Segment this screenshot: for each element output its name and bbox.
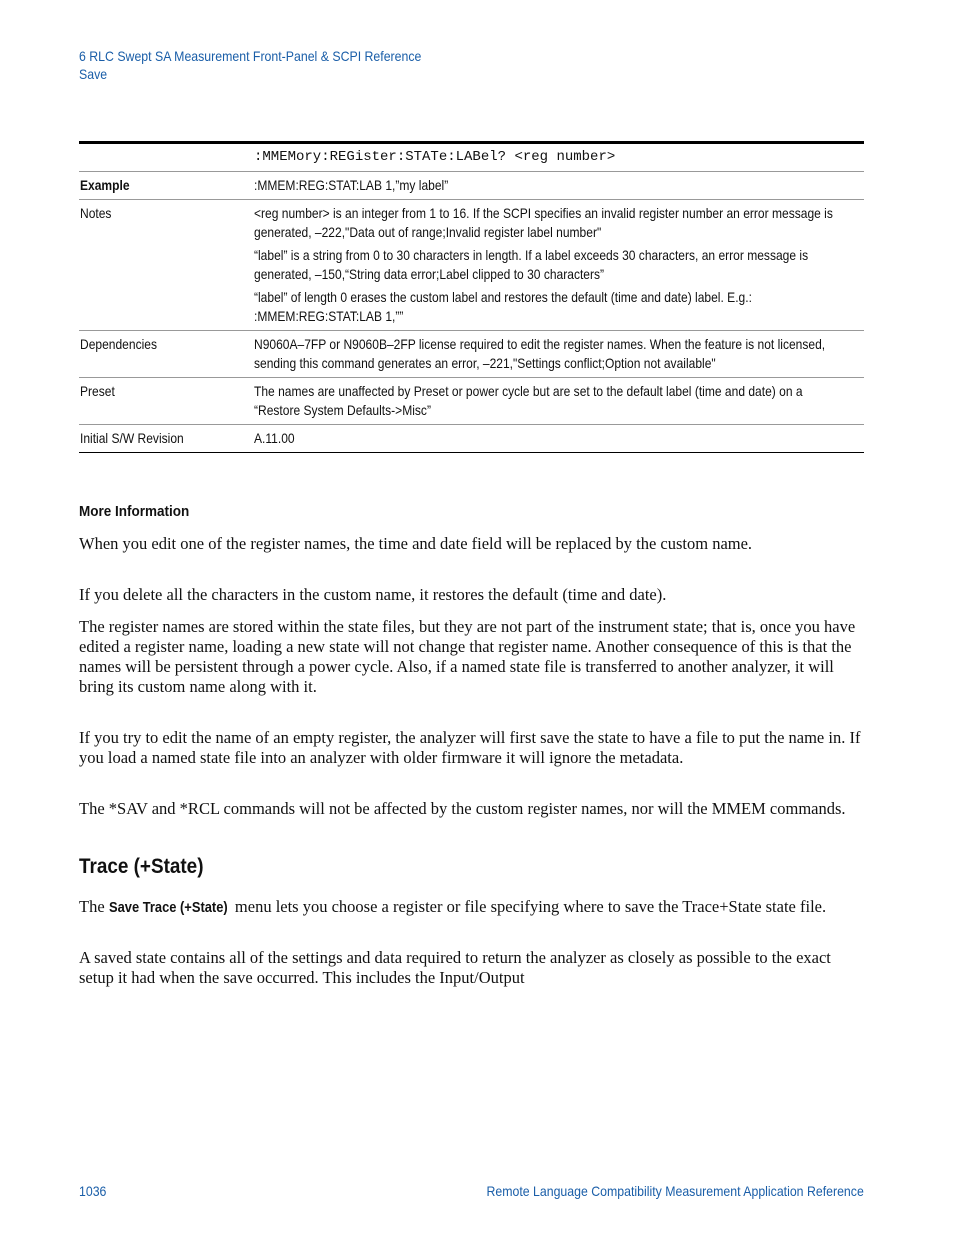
example-label: Example bbox=[80, 177, 130, 193]
running-header bbox=[79, 47, 468, 83]
query-syntax: :MMEMory:REGister:STATe:LABel? <reg number> bbox=[254, 149, 616, 165]
more-info-paragraph: If you delete all the characters in the custom name, it restores the default (time and date). bbox=[79, 585, 667, 604]
notes-label: Notes bbox=[80, 205, 112, 221]
save-trace-state-softkey: Save Trace (+State) bbox=[108, 899, 228, 916]
table-row bbox=[79, 172, 864, 200]
note-label-length: “label” is a string from 0 to 30 characters in length. If a label exceeds 30 characters, an error message is generated, –150,“String data error;Label clipped to 30 characters” bbox=[254, 247, 809, 282]
chapter-title: 6 RLC Swept SA Measurement Front-Panel & SCPI Reference bbox=[79, 48, 422, 64]
table-row bbox=[79, 378, 864, 425]
trace-paragraph: A saved state contains all of the settings and data required to return the analyzer as closely as possible to the exact setup it had when the save occurred. This includes the Input/Output bbox=[79, 948, 831, 987]
example-value: :MMEM:REG:STAT:LAB 1,”my label” bbox=[254, 177, 449, 193]
table-row bbox=[79, 143, 864, 172]
preset-value: The names are unaffected by Preset or power cycle but are set to the default label (time and date) on a “Restore System Defaults->Misc” bbox=[254, 383, 803, 418]
book-title: Remote Language Compatibility Measurement Application Reference bbox=[486, 1183, 864, 1199]
revision-label: Initial S/W Revision bbox=[80, 430, 184, 446]
scpi-reference-table bbox=[79, 141, 864, 453]
table-row bbox=[79, 331, 864, 378]
dependencies-value: N9060A–7FP or N9060B–2FP license required to edit the register names. When the feature is not licensed, sending this command generates an error, –221,"Settings conflict;Option not available" bbox=[254, 336, 826, 371]
more-info-paragraph: The register names are stored within the state files, but they are not part of the instrument state; that is, once you have edited a register name, loading a new state will not change that register name. Another consequence of this is that the names will be persistent through a power cycle. Also, if a named state file is transferred to another analyzer, it will bring its custom name along with it. bbox=[79, 617, 856, 696]
note-label-erase: “label” of length 0 erases the custom label and restores the default (time and date) label. E.g.: :MMEM:REG:STAT:LAB 1,”” bbox=[254, 289, 752, 324]
more-info-paragraph: If you try to edit the name of an empty register, the analyzer will first save the state to have a file to put the name in. If you load a named state file into an analyzer with older firmware it will ignore the metadata. bbox=[79, 728, 861, 767]
section-title: Save bbox=[79, 66, 108, 82]
more-information-heading: More Information bbox=[79, 503, 190, 520]
revision-value: A.11.00 bbox=[254, 430, 295, 446]
note-register-number: <reg number> is an integer from 1 to 16. If the SCPI specifies an invalid register number an error message is generated, –222,"Data out of range;Invalid register label number" bbox=[254, 205, 833, 240]
table-row bbox=[79, 425, 864, 453]
table-row bbox=[79, 200, 864, 331]
page-number: 1036 bbox=[79, 1183, 107, 1199]
more-info-paragraph: The *SAV and *RCL commands will not be affected by the custom register names, nor will the MMEM commands. bbox=[79, 799, 846, 818]
preset-label: Preset bbox=[80, 383, 115, 399]
trace-paragraph: The Save Trace (+State) menu lets you choose a register or file specifying where to save the Trace+State state file. bbox=[79, 897, 827, 916]
more-info-paragraph: When you edit one of the register names, the time and date field will be replaced by the custom name. bbox=[79, 534, 753, 553]
trace-state-heading: Trace (+State) bbox=[79, 855, 204, 878]
dependencies-label: Dependencies bbox=[80, 336, 157, 352]
